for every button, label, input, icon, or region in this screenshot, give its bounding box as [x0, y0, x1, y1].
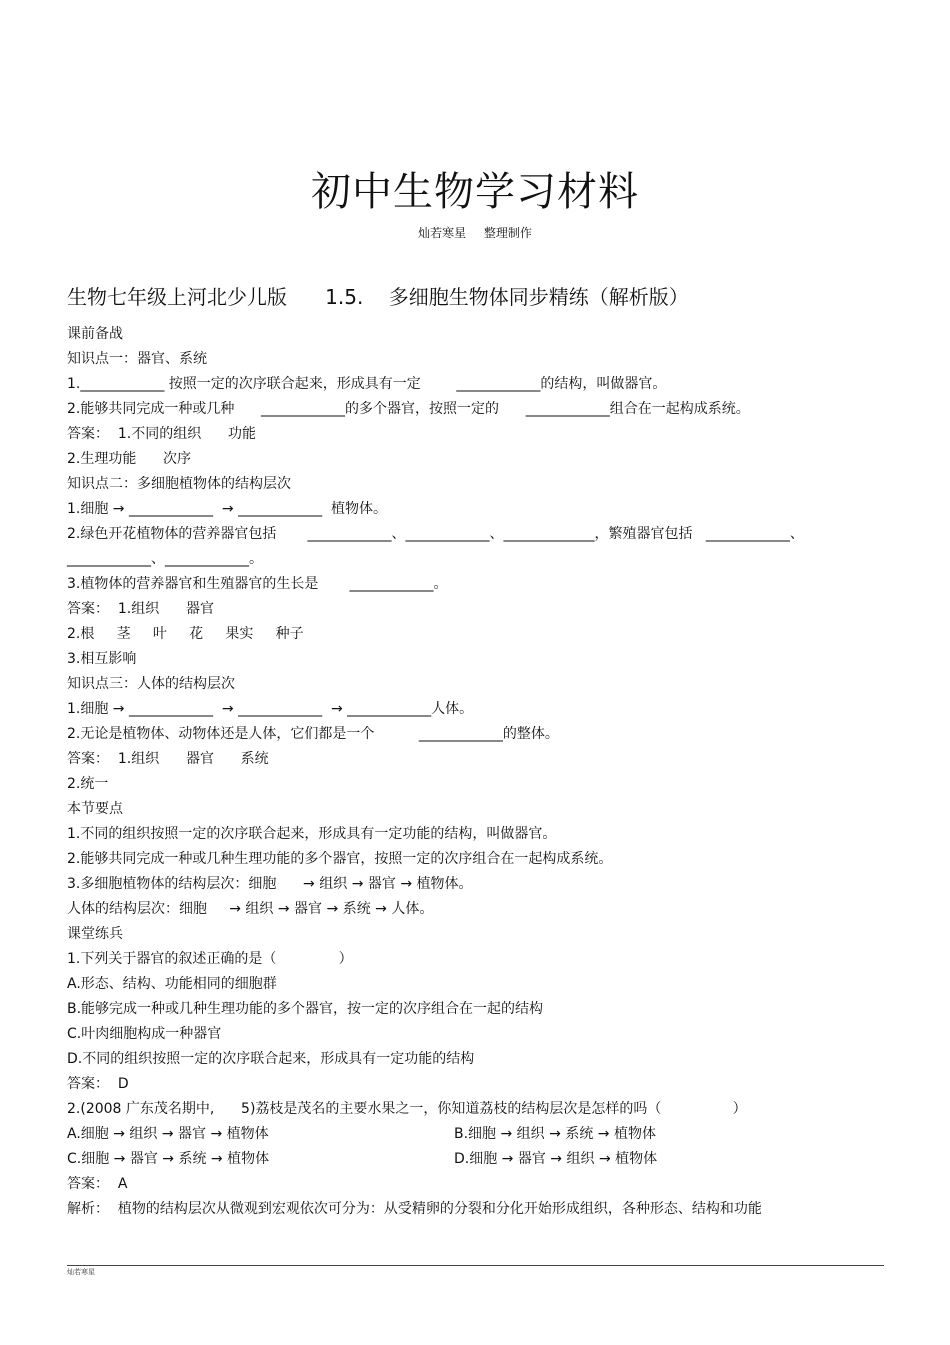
- key-point: 1.不同的组织按照一定的次序联合起来，形成具有一定功能的结构，叫做器官。: [67, 826, 557, 842]
- explanation-line: 解析： 植物的结构层次从微观到宏观依次可分为：从受精卵的分裂和分化开始形成组织，各种形态、结构和功能: [67, 1201, 762, 1217]
- fill-blank-question: 2.能够共同完成一种或几种 ____________的多个器官，按照一定的 ____________组合在一起构成系统。: [67, 401, 750, 417]
- key-point: 人体的结构层次：细胞 → 组织 → 器官 → 系统 → 人体。: [67, 901, 434, 917]
- answer-line: 答案： 1.组织 器官 系统: [67, 751, 269, 767]
- knowledge-point-heading: 知识点一：器官、系统: [67, 351, 207, 367]
- key-point: 2.能够共同完成一种或几种生理功能的多个器官，按照一定的次序组合在一起构成系统。: [67, 851, 613, 867]
- options-row: [67, 1147, 887, 1172]
- question-option: C.细胞 → 器官 → 系统 → 植物体: [67, 1151, 270, 1167]
- section-heading: 课堂练兵: [67, 926, 123, 942]
- question-option: B.细胞 → 组织 → 系统 → 植物体: [454, 1126, 656, 1142]
- footer-divider: [67, 1265, 884, 1266]
- question-option: A.细胞 → 组织 → 器官 → 植物体: [67, 1126, 269, 1142]
- question-option: D.细胞 → 器官 → 组织 → 植物体: [454, 1151, 658, 1167]
- footer-text: 灿若寒星: [67, 1268, 95, 1276]
- document-body: [67, 322, 887, 1222]
- key-point: 3.多细胞植物体的结构层次：细胞 → 组织 → 器官 → 植物体。: [67, 876, 473, 892]
- answer-line: 答案： A: [67, 1176, 128, 1192]
- author-credit: 灿若寒星 整理制作: [418, 226, 532, 240]
- answer-line: 2.生理功能 次序: [67, 451, 192, 467]
- question-option: C.叶肉细胞构成一种器官: [67, 1026, 222, 1042]
- answer-line: 3.相互影响: [67, 651, 137, 667]
- question-option: B.能够完成一种或几种生理功能的多个器官，按一定的次序组合在一起的结构: [67, 1001, 544, 1017]
- question-option: D.不同的组织按照一定的次序联合起来，形成具有一定功能的结构: [67, 1051, 475, 1067]
- answer-line: 答案： 1.组织 器官: [67, 601, 214, 617]
- question-option: A.形态、结构、功能相同的细胞群: [67, 976, 277, 992]
- question-stem: 2.(2008 广东茂名期中, 5)荔枝是茂名的主要水果之一，你知道荔枝的结构层次是怎样的吗（ ）: [67, 1101, 747, 1117]
- fill-blank-question: 2.无论是植物体、动物体还是人体，它们都是一个 ____________的整体。: [67, 726, 559, 742]
- section-heading: 课前备战: [67, 326, 123, 342]
- fill-blank-question: 1.____________ 按照一定的次序联合起来，形成具有一定 ____________的结构，叫做器官。: [67, 376, 667, 392]
- question-stem: 1.下列关于器官的叙述正确的是（ ）: [67, 951, 353, 967]
- knowledge-point-heading: 知识点二：多细胞植物体的结构层次: [67, 476, 291, 492]
- answer-line: 2.统一: [67, 776, 109, 792]
- fill-blank-question: 3.植物体的营养器官和生殖器官的生长是 ____________。: [67, 576, 448, 592]
- answer-line: 答案： 1.不同的组织 功能: [67, 426, 256, 442]
- answer-line: 2.根 茎 叶 花 果实 种子: [67, 626, 304, 642]
- knowledge-point-heading: 知识点三：人体的结构层次: [67, 676, 235, 692]
- document-subtitle: 生物七年级上河北少儿版 1.5. 多细胞生物体同步精练（解析版）: [67, 285, 689, 309]
- fill-blank-question: ____________、____________。: [67, 551, 263, 567]
- answer-line: 答案： D: [67, 1076, 129, 1092]
- fill-blank-question: 2.绿色开花植物体的营养器官包括 ____________、____________、_____________，繁殖器官包括 ____________、: [67, 526, 804, 542]
- options-row: [67, 1122, 887, 1147]
- section-heading: 本节要点: [67, 801, 123, 817]
- page-title: 初中生物学习材料: [311, 169, 639, 215]
- fill-blank-question: 1.细胞 → ____________ → ____________ → ____________人体。: [67, 701, 474, 717]
- fill-blank-question: 1.细胞 → ____________ → ____________ 植物体。: [67, 501, 387, 517]
